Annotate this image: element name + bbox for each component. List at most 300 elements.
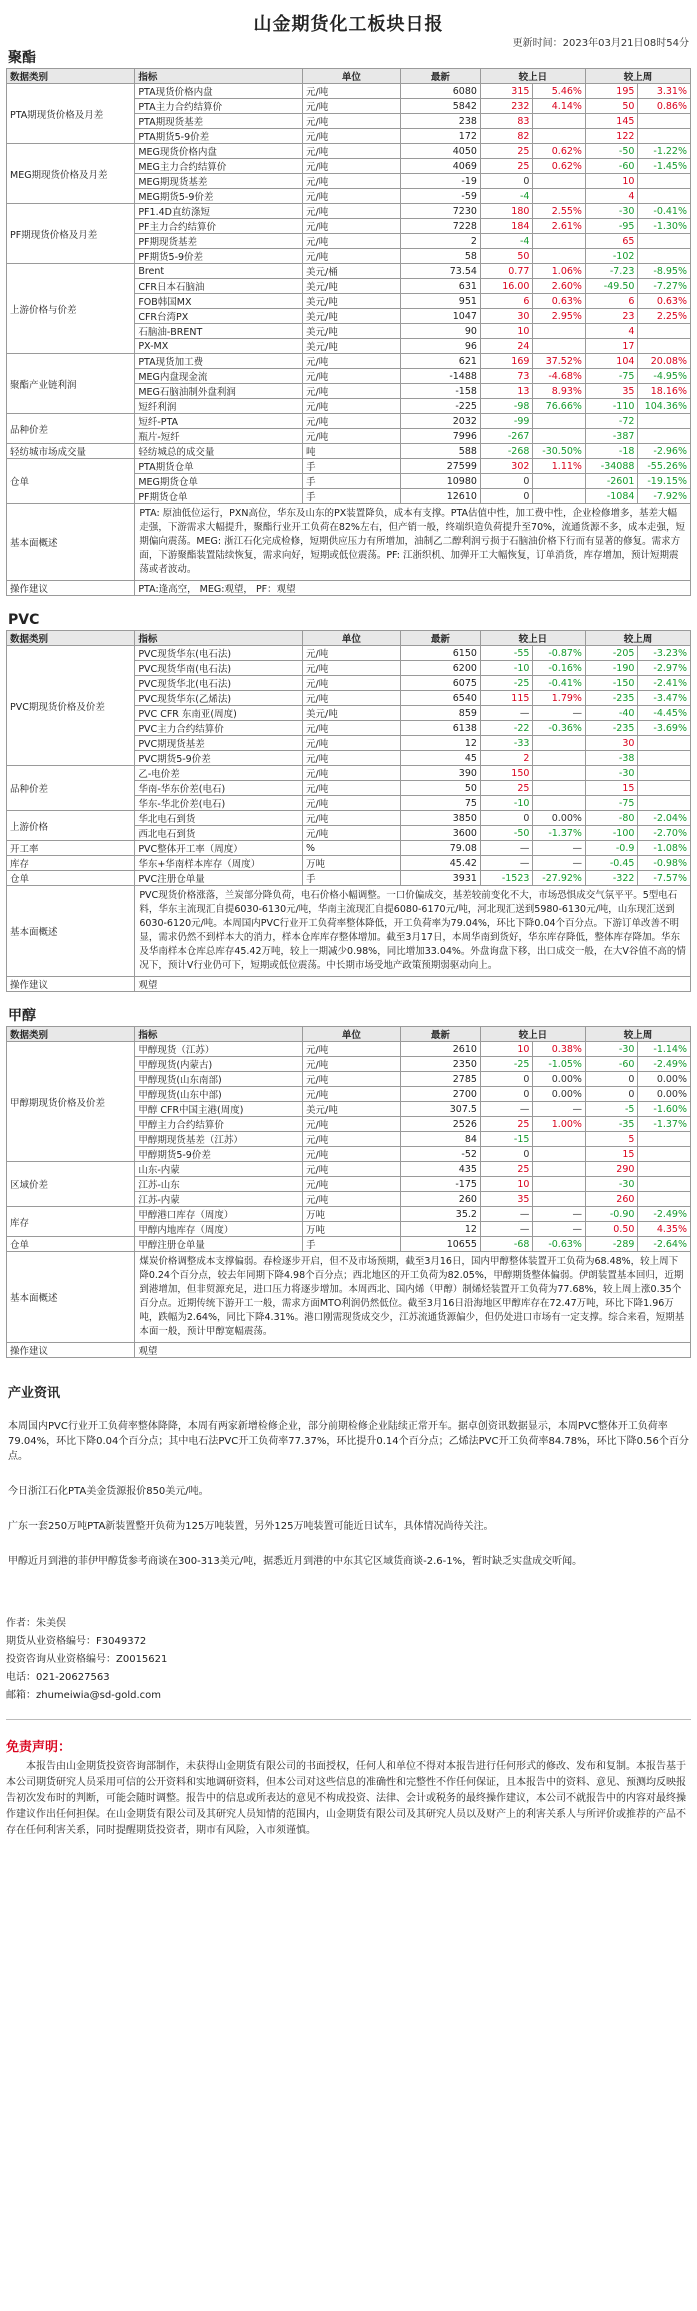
indicator-name: 华东+华南样本库存（周度） — [135, 856, 303, 871]
table-row — [7, 1042, 691, 1057]
week-change-pct: 3.31% — [638, 84, 691, 99]
week-change: 0 — [585, 1072, 637, 1087]
category-cell: 上游价格 — [7, 811, 135, 841]
day-change: -4 — [480, 189, 532, 204]
latest-value: 6540 — [400, 691, 480, 706]
unit-cell: 元/吨 — [303, 1042, 401, 1057]
week-change-pct: -2.49% — [638, 1057, 691, 1072]
day-change-pct: 37.52% — [533, 354, 586, 369]
category-cell: 库存 — [7, 856, 135, 871]
day-change: -1523 — [480, 871, 532, 886]
week-change: -30 — [585, 766, 637, 781]
week-change: 122 — [585, 129, 637, 144]
day-change-pct: 2.61% — [533, 219, 586, 234]
summary-label: 基本面概述 — [7, 886, 135, 977]
indicator-name: PF期现货基差 — [135, 234, 303, 249]
category-cell: 上游价格与价差 — [7, 264, 135, 354]
unit-cell: 美元/吨 — [303, 339, 401, 354]
week-change: 104 — [585, 354, 637, 369]
unit-cell: 美元/吨 — [303, 279, 401, 294]
unit-cell: 元/吨 — [303, 1132, 401, 1147]
day-change: -267 — [480, 429, 532, 444]
day-change-pct: 2.60% — [533, 279, 586, 294]
day-change: 315 — [480, 84, 532, 99]
col-header: 数据类别 — [7, 69, 135, 84]
category-cell: 甲醇期现货价格及价差 — [7, 1042, 135, 1162]
week-change: -1084 — [585, 489, 637, 504]
latest-value: 588 — [400, 444, 480, 459]
unit-cell: 手 — [303, 474, 401, 489]
week-change: 30 — [585, 736, 637, 751]
day-change-pct — [533, 474, 586, 489]
day-change-pct — [533, 174, 586, 189]
table-header — [7, 69, 691, 84]
week-change: -2601 — [585, 474, 637, 489]
week-change: -190 — [585, 661, 637, 676]
day-change: — — [480, 1102, 532, 1117]
day-change: 25 — [480, 159, 532, 174]
week-change: 23 — [585, 309, 637, 324]
day-change-pct: — — [533, 1102, 586, 1117]
col-header: 较上日 — [480, 69, 585, 84]
week-change-pct — [638, 414, 691, 429]
industry-news-title: 产业资讯 — [8, 1386, 61, 1401]
day-change-pct: -0.63% — [533, 1237, 586, 1252]
day-change-pct: — — [533, 1222, 586, 1237]
week-change: -110 — [585, 399, 637, 414]
indicator-name: PVC注册仓单量 — [135, 871, 303, 886]
week-change: -102 — [585, 249, 637, 264]
week-change: -0.45 — [585, 856, 637, 871]
latest-value: 951 — [400, 294, 480, 309]
unit-cell: 元/吨 — [303, 174, 401, 189]
week-change: -0.9 — [585, 841, 637, 856]
week-change: 5 — [585, 1132, 637, 1147]
latest-value: -59 — [400, 189, 480, 204]
summary-row — [7, 504, 691, 581]
pvc-table — [6, 630, 691, 992]
indicator-name: 山东-内蒙 — [135, 1162, 303, 1177]
latest-value: 79.08 — [400, 841, 480, 856]
table-row — [7, 646, 691, 661]
latest-value: 58 — [400, 249, 480, 264]
day-change: -15 — [480, 1132, 532, 1147]
day-change-pct — [533, 1132, 586, 1147]
week-change: -30 — [585, 1042, 637, 1057]
latest-value: 859 — [400, 706, 480, 721]
day-change: -55 — [480, 646, 532, 661]
latest-value: 238 — [400, 114, 480, 129]
indicator-name: 华南-华东价差(电石) — [135, 781, 303, 796]
latest-value: 75 — [400, 796, 480, 811]
indicator-name: PVC期货5-9价差 — [135, 751, 303, 766]
latest-value: 7996 — [400, 429, 480, 444]
latest-value: 3931 — [400, 871, 480, 886]
day-change-pct: 2.55% — [533, 204, 586, 219]
week-change-pct — [638, 114, 691, 129]
indicator-name: PF主力合约结算价 — [135, 219, 303, 234]
summary-text: PVC现货价格涨落，兰炭部分降负荷，电石价格小幅调整。一口价偏成交，基差较前变化不大，市场恐惧成交气氛平平。5型电石料，华东主流现汇自提6030-6130元/吨，华南主流现汇自提6080-6170元/吨，河北现汇送到5980-6130元/吨，山东现汇送到6030-6120元/吨。本周国内PVC行业开工负荷率整体降低，开工负荷率为79.04%，环比下降0.04个百分点。下游订单改善不明显，需求仍然不到样本大的消力，样本仓库库存整体增加。截至3月17日，本周华南到货好，华东库存降低，整体库存降加。华东及华南样本仓库总库存45.42万吨，较上一期减少0.98%，同比增加33.04%。外盘询盘下移，出口成交一般，在大V谷值不高的情况下，预计V行业仍可下，短期或低位震荡。中长期市场受地产政策预期弱驱动向上。 — [135, 886, 691, 977]
indicator-name: PVC现货华东(电石法) — [135, 646, 303, 661]
week-change-pct: 2.25% — [638, 309, 691, 324]
disclaimer-text: 本报告由山金期货投资咨询部制作，未获得山金期货有限公司的书面授权，任何人和单位不得对本报告进行任何形式的修改、发布和复制。本报告基于本公司期货研究人员采用可信的公开资料和实地调研资料，但本公司对这些信息的准确性和完整性不作任何保证，且本报告中的资料、意见、预测均反映报告初次发布时的判断，可能会随时调整。报告中的信息或所表达的意见不构成投资、法律、会计或税务的最终操作建议，本公司不就报告中的内容对最终操作建议作出任何担保。在山金期货有限公司及其研究人员知情的范围内，山金期货有限公司及其研究人员以及财产上的利害关系人与所评价或推荐的产品不存在任何利害关系，同时提醒期货投资者，期市有风险，入市须谨慎。 — [6, 1761, 686, 1836]
latest-value: -19 — [400, 174, 480, 189]
week-change: 4 — [585, 189, 637, 204]
latest-value: 96 — [400, 339, 480, 354]
operation-label: 操作建议 — [7, 1343, 135, 1358]
day-change-pct: — — [533, 1207, 586, 1222]
day-change: 0 — [480, 1087, 532, 1102]
indicator-name: CFR日本石脑油 — [135, 279, 303, 294]
methanol-section — [6, 1006, 691, 1372]
news-paragraph: 甲醇近月到港的菲伊甲醇货参考商谈在300-313美元/吨，据悉近月到港的中东其它区域货商谈-2.6-1%，暂时缺乏实盘成交听闻。 — [8, 1556, 583, 1567]
pvc-title: PVC — [8, 612, 40, 628]
day-change: 35 — [480, 1192, 532, 1207]
week-change: -235 — [585, 721, 637, 736]
report-header — [6, 4, 691, 48]
operation-label: 操作建议 — [7, 581, 135, 596]
day-change-pct: 0.38% — [533, 1042, 586, 1057]
indicator-name: PTA主力合约结算价 — [135, 99, 303, 114]
week-change: -150 — [585, 676, 637, 691]
unit-cell: 元/吨 — [303, 646, 401, 661]
unit-cell: 手 — [303, 1237, 401, 1252]
week-change-pct: -2.96% — [638, 444, 691, 459]
week-change-pct: -2.41% — [638, 676, 691, 691]
unit-cell: 元/吨 — [303, 429, 401, 444]
unit-cell: 元/吨 — [303, 721, 401, 736]
unit-cell: 元/吨 — [303, 1162, 401, 1177]
unit-cell: 元/吨 — [303, 751, 401, 766]
latest-value: 12610 — [400, 489, 480, 504]
table-row — [7, 354, 691, 369]
day-change: — — [480, 856, 532, 871]
divider — [6, 1719, 691, 1720]
day-change: -268 — [480, 444, 532, 459]
latest-value: 2610 — [400, 1042, 480, 1057]
methanol-title: 甲醇 — [8, 1008, 36, 1024]
category-cell: 品种价差 — [7, 414, 135, 444]
category-cell: PF期现货价格及月差 — [7, 204, 135, 264]
indicator-name: 甲醇注册仓单量 — [135, 1237, 303, 1252]
week-change-pct: -3.47% — [638, 691, 691, 706]
unit-cell: 万吨 — [303, 856, 401, 871]
day-change-pct: — — [533, 856, 586, 871]
category-cell: 区域价差 — [7, 1162, 135, 1207]
day-change: -98 — [480, 399, 532, 414]
col-header: 较上周 — [585, 631, 690, 646]
week-change-pct — [638, 1147, 691, 1162]
day-change: 25 — [480, 781, 532, 796]
week-change-pct: -3.69% — [638, 721, 691, 736]
unit-cell: 元/吨 — [303, 811, 401, 826]
day-change-pct: 0.00% — [533, 811, 586, 826]
unit-cell: 万吨 — [303, 1222, 401, 1237]
indicator-name: 甲醇期现货基差（江苏） — [135, 1132, 303, 1147]
indicator-name: MEG内盘现金流 — [135, 369, 303, 384]
col-header: 单位 — [303, 69, 401, 84]
day-change: 2 — [480, 751, 532, 766]
latest-value: 2032 — [400, 414, 480, 429]
pvc-section — [6, 610, 691, 1006]
table-header — [7, 631, 691, 646]
week-change-pct — [638, 249, 691, 264]
day-change: 13 — [480, 384, 532, 399]
indicator-name: PTA现货加工费 — [135, 354, 303, 369]
summary-label: 基本面概述 — [7, 1252, 135, 1343]
latest-value: 4050 — [400, 144, 480, 159]
latest-value: 1047 — [400, 309, 480, 324]
day-change: 0 — [480, 474, 532, 489]
latest-value: 260 — [400, 1192, 480, 1207]
week-change-pct: -7.57% — [638, 871, 691, 886]
day-change-pct — [533, 414, 586, 429]
latest-value: 6080 — [400, 84, 480, 99]
week-change-pct: -1.14% — [638, 1042, 691, 1057]
table-row — [7, 459, 691, 474]
unit-cell: 元/吨 — [303, 1057, 401, 1072]
latest-value: 4069 — [400, 159, 480, 174]
indicator-name: 甲醇现货(山东南部) — [135, 1072, 303, 1087]
day-change: 25 — [480, 144, 532, 159]
day-change-pct — [533, 489, 586, 504]
week-change-pct — [638, 1192, 691, 1207]
week-change: -38 — [585, 751, 637, 766]
indicator-name: MEG期货5-9价差 — [135, 189, 303, 204]
category-cell: MEG期现货价格及月差 — [7, 144, 135, 204]
day-change-pct: -4.68% — [533, 369, 586, 384]
day-change-pct — [533, 1162, 586, 1177]
latest-value: 2350 — [400, 1057, 480, 1072]
week-change-pct: 0.63% — [638, 294, 691, 309]
indicator-name: 江苏-内蒙 — [135, 1192, 303, 1207]
indicator-name: 华北电石到货 — [135, 811, 303, 826]
col-header: 单位 — [303, 1027, 401, 1042]
week-change: 50 — [585, 99, 637, 114]
latest-value: 12 — [400, 1222, 480, 1237]
latest-value: 307.5 — [400, 1102, 480, 1117]
day-change: -25 — [480, 676, 532, 691]
week-change-pct: -0.98% — [638, 856, 691, 871]
indicator-name: PVC整体开工率（周度） — [135, 841, 303, 856]
unit-cell: 手 — [303, 871, 401, 886]
news-paragraph: 本周国内PVC行业开工负荷率整体降降，本周有两家新增检修企业，部分前期检修企业陆续正常开车。据卓创资讯数据显示，本周PVC整体开工负荷率79.04%，环比下降0.04个百分点；其中电石法PVC开工负荷率77.37%，环比提升0.14个百分点；乙烯法PVC开工负荷率84.78%，环比下降0.56个百分点。 — [8, 1421, 689, 1462]
col-header: 指标 — [135, 69, 303, 84]
indicator-name: MEG现货价格内盘 — [135, 144, 303, 159]
news-paragraph: 今日浙江石化PTA美金货源报价850美元/吨。 — [8, 1486, 209, 1497]
week-change-pct — [638, 429, 691, 444]
col-header: 单位 — [303, 631, 401, 646]
week-change: 0 — [585, 1087, 637, 1102]
week-change-pct: -55.26% — [638, 459, 691, 474]
category-cell: 品种价差 — [7, 766, 135, 811]
latest-value: -158 — [400, 384, 480, 399]
week-change-pct: -1.45% — [638, 159, 691, 174]
unit-cell: 元/吨 — [303, 691, 401, 706]
indicator-name: PVC主力合约结算价 — [135, 721, 303, 736]
summary-text: 煤炭价格调整成本支撑偏弱。春检逐步开启，但不及市场预期，截至3月16日，国内甲醇整体装置开工负荷为68.48%，较上周下降0.24个百分点，较去年同期下降4.98个百分点；西北地区的开工负荷为82.05%，甲醇期货整体偏弱。伊朗装置基本回归，近期到港增加，但非贸源充足，进口压力将逐步增加。本周西北、国内烯（甲醇）制烯烃装置开工负荷为77.68%，较上周上涨0.35个百分点。近期传统下游开工一般，需求方面MTO利润仍然低位。截至3月16日沿海地区甲醇库存在72.47万吨，环比下降1.96万吨，跌幅为2.64%，同比下降4.31%。港口刚需现货成交少，江苏流通货源偏少，但仍处进口市场有一定支撑。综合来看，短期基本面一般，预计甲醇宽幅震荡。 — [135, 1252, 691, 1343]
table-row — [7, 264, 691, 279]
day-change: -33 — [480, 736, 532, 751]
latest-value: 27599 — [400, 459, 480, 474]
unit-cell: 元/吨 — [303, 781, 401, 796]
table-row — [7, 414, 691, 429]
latest-value: 73.54 — [400, 264, 480, 279]
week-change: -60 — [585, 1057, 637, 1072]
week-change-pct: -7.27% — [638, 279, 691, 294]
unit-cell: 元/吨 — [303, 384, 401, 399]
week-change-pct: 18.16% — [638, 384, 691, 399]
day-change-pct: 2.95% — [533, 309, 586, 324]
page-title: 山金期货化工板块日报 — [253, 14, 444, 35]
week-change: -35 — [585, 1117, 637, 1132]
author-line: 电话：021-20627563 — [6, 1672, 110, 1683]
unit-cell: 万吨 — [303, 1207, 401, 1222]
day-change-pct — [533, 1147, 586, 1162]
day-change-pct — [533, 1192, 586, 1207]
week-change-pct: 104.36% — [638, 399, 691, 414]
week-change-pct: -1.60% — [638, 1102, 691, 1117]
week-change-pct: -2.04% — [638, 811, 691, 826]
col-header: 最新 — [400, 1027, 480, 1042]
day-change: 0 — [480, 1072, 532, 1087]
day-change: 24 — [480, 339, 532, 354]
indicator-name: 石脑油-BRENT — [135, 324, 303, 339]
week-change-pct: -8.95% — [638, 264, 691, 279]
week-change: -50 — [585, 144, 637, 159]
week-change-pct: -1.37% — [638, 1117, 691, 1132]
unit-cell: 元/吨 — [303, 1177, 401, 1192]
week-change: 0.50 — [585, 1222, 637, 1237]
latest-value: 631 — [400, 279, 480, 294]
week-change: 17 — [585, 339, 637, 354]
day-change-pct: -27.92% — [533, 871, 586, 886]
operation-row — [7, 977, 691, 992]
week-change-pct — [638, 129, 691, 144]
table-row — [7, 204, 691, 219]
week-change: -7.23 — [585, 264, 637, 279]
day-change: 232 — [480, 99, 532, 114]
polyester-section — [6, 48, 691, 610]
latest-value: 6200 — [400, 661, 480, 676]
category-cell: 轻纺城市场成交量 — [7, 444, 135, 459]
latest-value: 35.2 — [400, 1207, 480, 1222]
day-change: 6 — [480, 294, 532, 309]
col-header: 较上周 — [585, 1027, 690, 1042]
day-change-pct — [533, 234, 586, 249]
latest-value: 435 — [400, 1162, 480, 1177]
unit-cell: 元/吨 — [303, 99, 401, 114]
day-change: -4 — [480, 234, 532, 249]
unit-cell: 元/吨 — [303, 219, 401, 234]
unit-cell: 元/吨 — [303, 234, 401, 249]
day-change-pct: — — [533, 841, 586, 856]
table-row — [7, 84, 691, 99]
week-change: -75 — [585, 369, 637, 384]
day-change: 10 — [480, 1177, 532, 1192]
unit-cell: 元/吨 — [303, 676, 401, 691]
indicator-name: 瓶片-短纤 — [135, 429, 303, 444]
day-change-pct: -30.50% — [533, 444, 586, 459]
col-header: 较上周 — [585, 69, 690, 84]
unit-cell: 元/吨 — [303, 159, 401, 174]
col-header: 较上日 — [480, 631, 585, 646]
week-change-pct — [638, 174, 691, 189]
week-change-pct: -0.41% — [638, 204, 691, 219]
unit-cell: 元/吨 — [303, 144, 401, 159]
indicator-name: 轻纺城总的成交量 — [135, 444, 303, 459]
indicator-name: MEG期货仓单 — [135, 474, 303, 489]
category-cell: 仓单 — [7, 871, 135, 886]
unit-cell: 元/吨 — [303, 114, 401, 129]
latest-value: 12 — [400, 736, 480, 751]
polyester-title: 聚酯 — [8, 50, 36, 66]
day-change: 25 — [480, 1162, 532, 1177]
day-change-pct: 0.62% — [533, 159, 586, 174]
indicator-name: PVC现货华北(电石法) — [135, 676, 303, 691]
table-header — [7, 1027, 691, 1042]
unit-cell: 手 — [303, 489, 401, 504]
week-change: 290 — [585, 1162, 637, 1177]
week-change: -49.50 — [585, 279, 637, 294]
day-change: -10 — [480, 796, 532, 811]
week-change-pct: -2.49% — [638, 1207, 691, 1222]
week-change: -322 — [585, 871, 637, 886]
day-change: -68 — [480, 1237, 532, 1252]
col-header: 指标 — [135, 1027, 303, 1042]
day-change: -10 — [480, 661, 532, 676]
methanol-table — [6, 1026, 691, 1358]
latest-value: 50 — [400, 781, 480, 796]
week-change: -5 — [585, 1102, 637, 1117]
week-change-pct: 4.35% — [638, 1222, 691, 1237]
day-change-pct — [533, 189, 586, 204]
day-change-pct — [533, 114, 586, 129]
day-change-pct: -0.36% — [533, 721, 586, 736]
week-change: 4 — [585, 324, 637, 339]
indicator-name: 甲醇现货(内蒙古) — [135, 1057, 303, 1072]
week-change-pct — [638, 189, 691, 204]
indicator-name: PVC现货华南(电石法) — [135, 661, 303, 676]
week-change-pct: -19.15% — [638, 474, 691, 489]
operation-text: 观望 — [135, 977, 691, 992]
week-change-pct — [638, 751, 691, 766]
indicator-name: PF期货仓单 — [135, 489, 303, 504]
unit-cell: 元/吨 — [303, 129, 401, 144]
author-line: 邮箱：zhumeiwia@sd-gold.com — [6, 1690, 161, 1701]
disclaimer-title: 免责声明： — [6, 1740, 72, 1755]
week-change: -80 — [585, 811, 637, 826]
day-change: 0 — [480, 174, 532, 189]
author-info — [6, 1615, 691, 1705]
week-change-pct: -2.97% — [638, 661, 691, 676]
indicator-name: PTA期货5-9价差 — [135, 129, 303, 144]
col-header: 最新 — [400, 69, 480, 84]
unit-cell: 元/吨 — [303, 399, 401, 414]
latest-value: 7230 — [400, 204, 480, 219]
indicator-name: 甲醇主力合约结算价 — [135, 1117, 303, 1132]
latest-value: 3600 — [400, 826, 480, 841]
table-row — [7, 1207, 691, 1222]
latest-value: 7228 — [400, 219, 480, 234]
week-change: -387 — [585, 429, 637, 444]
day-change-pct: 0.62% — [533, 144, 586, 159]
indicator-name: 甲醇期货5-9价差 — [135, 1147, 303, 1162]
week-change: 15 — [585, 1147, 637, 1162]
latest-value: 5842 — [400, 99, 480, 114]
day-change: 30 — [480, 309, 532, 324]
latest-value: 10655 — [400, 1237, 480, 1252]
